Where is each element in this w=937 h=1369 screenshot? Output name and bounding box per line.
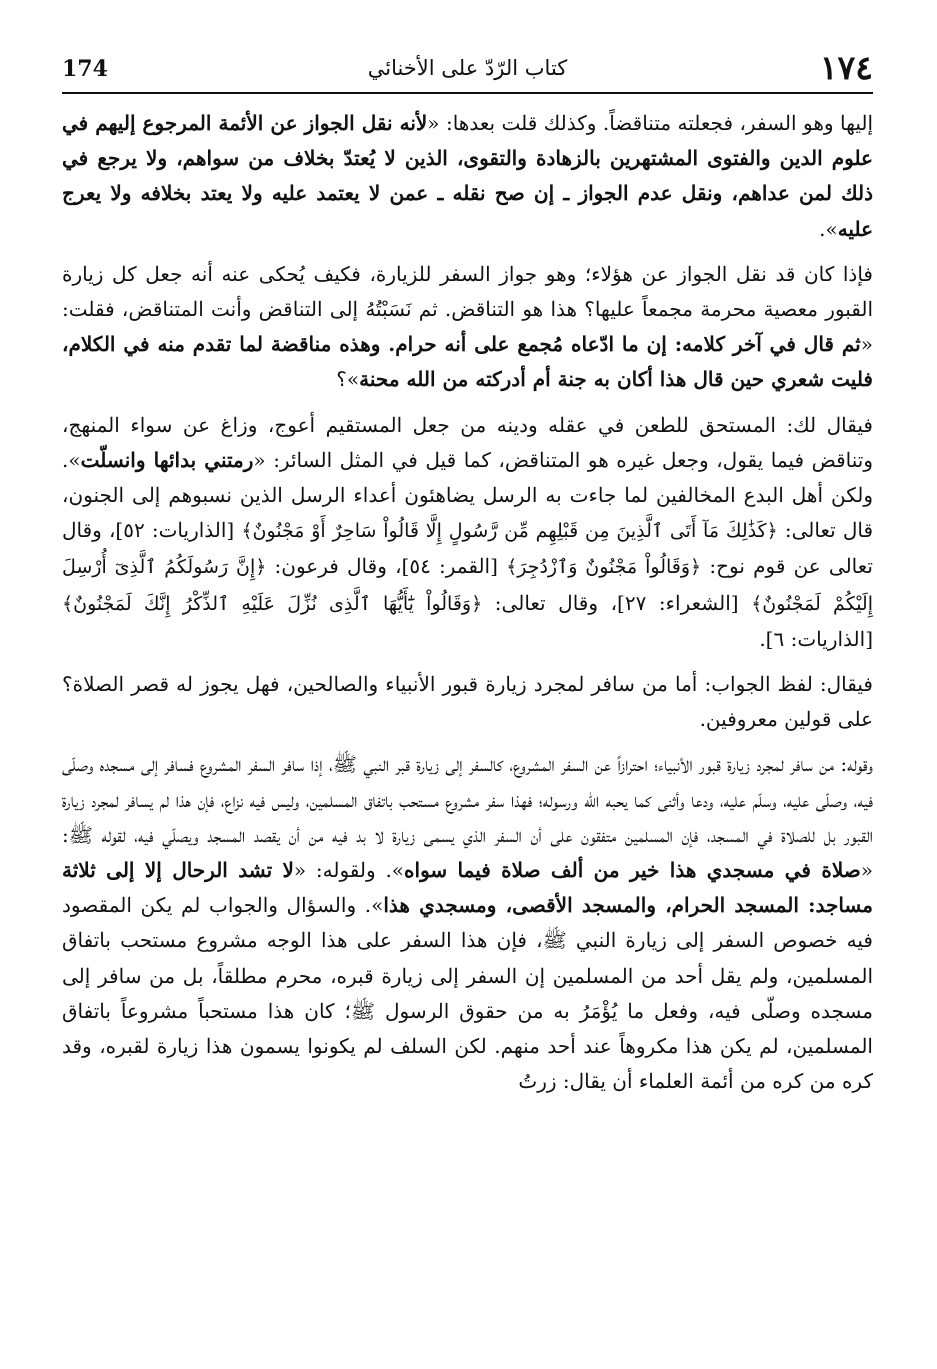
text-span: »؟ xyxy=(336,367,360,392)
text-span: [الذاريات: ٥٢]، وقال تعالى عن قوم نوح: xyxy=(62,518,873,579)
paragraph-3 xyxy=(62,408,873,657)
quote-bold: ثم قال في آخر كلامه: إن ما ادّعاه مُجمع على أنه حرام. وهذه مناقضة لما تقدم منه في الكلام، فليت شعري حين قال هذا أكان به جنة أم أدركته من الله محنة xyxy=(62,332,873,392)
quran-verse: ﴿إِنَّ رَسُولَكُمُ ٱلَّذِىٓ أُرْسِلَ إِلَيْكُمْ لَمَجْنُونٌ﴾ xyxy=(62,556,873,615)
text-span: ». ولكن أهل البدع المخالفين لما جاءت به الرسل يضاهئون أعداء الرسل الذين نسبوهم إلى الجنون، قال تعالى: xyxy=(62,447,874,543)
hadith-bold: لا تشد الرحال إلا إلى ثلاثة مساجد: المسجد الحرام، والمسجد الأقصى، ومسجدي هذا xyxy=(62,858,873,918)
text-span: فيقال لك: المستحق للطعن في عقله ودينه من جعل المستقيم أعوج، وزاغ عن سواء المنهج، وتناقض فيما يقول، وجعل غيره هو المتناقض، كما قيل في المثل السائر: « xyxy=(62,412,874,472)
text-span: وقوله: من سافر لمجرد زيارة قبور الأنبياء؛ احترازاً عن السفر المشروع، كالسفر إلى زيارة قبر النبي ﷺ، إذا سافر السفر المشروع فسافر إلى مسجده وصلّى فيه، وصلّى عليه، وسلّم عليه، ودعا وأثنى كما يحبه الله ورسوله؛ فهذا سفر مشروع مستحب باتفاق المسلمين، وليس فيه نزاع، فإن هذا لم يسافر لمجرد زيارة القبور بل للصلاة في المسجد، فإن المسلمين متفقون على أن السفر الذي يسمى زيارة لا بد فيه من أن يقصد المسجد ويصلّي فيه، لقوله ﷺ: « xyxy=(62,752,873,883)
page-number-latin: 174 xyxy=(62,56,108,82)
proverb-bold: رمتني بدائها وانسلّت xyxy=(80,447,254,472)
paragraph-1 xyxy=(62,106,873,247)
quran-verse: ﴿وَقَالُواْ يَٰٓأَيُّهَا ٱلَّذِى نُزِّلَ عَلَيْهِ ٱلذِّكْرُ إِنَّكَ لَمَجْنُونٌ﴾ xyxy=(62,592,483,615)
paragraph-2 xyxy=(62,257,873,398)
text-span: [الشعراء: ٢٧]، وقال تعالى: xyxy=(482,590,752,615)
paragraph-4 xyxy=(62,667,873,737)
quran-verse: ﴿وَقَالُواْ مَجْنُونٌ وَٱزْدُجِرَ﴾ xyxy=(506,556,702,579)
page-number-arabic: ١٧٤ xyxy=(819,48,873,87)
book-title: كتاب الرّدّ على الأخنائي xyxy=(367,56,568,80)
quran-verse: ﴿كَذَٰلِكَ مَآ أَتَى ٱلَّذِينَ مِن قَبْلِهِم مِّن رَّسُولٍ إِلَّا قَالُواْ سَاحِرٌ أَوْ مَجْنُونٌ﴾ xyxy=(241,520,778,543)
text-span: إليها وهو السفر، فجعلته متناقضاً. وكذلك قلت بعدها: « xyxy=(427,111,874,135)
hadith-bold: صلاة في مسجدي هذا خير من ألف صلاة فيما سواه xyxy=(404,858,861,883)
text-span: ». ولقوله: « xyxy=(293,858,405,883)
header-rule xyxy=(62,92,873,94)
text-span: [القمر: ٥٤]، وقال فرعون: xyxy=(266,554,507,579)
paragraph-5 xyxy=(62,747,873,1099)
page-body xyxy=(62,106,873,1109)
quote-bold: لأنه نقل الجواز عن الأئمة المرجوع إليهم في علوم الدين والفتوى المشتهرين بالزهادة والتقوى، الذين لا يُعتدّ بخلاف من سواهم، ولا يرجع في ذلك لمن عداهم، ونقل عدم الجواز ـ إن صح نقله ـ عمن لا يعتمد عليه ولا يعتد بخلافه ولا يعرج عليه xyxy=(62,111,873,241)
text-span: [الذاريات: ٦]. xyxy=(759,626,873,651)
page-header xyxy=(62,48,873,90)
text-span: فيقال: لفظ الجواب: أما من سافر لمجرد زيارة قبور الأنبياء والصالحين، فهل يجوز له قصر الصلاة؟ على قولين معروفين. xyxy=(62,672,873,732)
text-span: ». xyxy=(819,216,838,241)
text-span: ». والسؤال والجواب لم يكن المقصود فيه خصوص السفر إلى زيارة النبي ﷺ، فإن هذا السفر على هذا الوجه مشروع مستحب باتفاق المسلمين، ولم يقل أحد من المسلمين إن السفر إلى زيارة قبره، محرم مطلقاً، بل من سافر إلى مسجده وصلّى فيه، وفعل ما يُؤْمَرُ به من حقوق الرسول ﷺ؛ كان هذا مستحباً مشروعاً باتفاق المسلمين، لم يكن هذا مكروهاً عند أحد منهم. لكن السلف لم يكونوا يسمون هذا زيارة لقبره، وقد كره من كره من أئمة العلماء أن يقال: زرتُ xyxy=(62,893,873,1094)
text-span: فإذا كان قد نقل الجواز عن هؤلاء؛ وهو جواز السفر للزيارة، فكيف يُحكى عنه أنه جعل كل زيارة القبور معصية محرمة مجمعاً عليها؟ هذا هو التناقض. ثم نَسَبْتُهُ إلى التناقض وأنت المتناقض، فقلت: « xyxy=(62,261,873,357)
